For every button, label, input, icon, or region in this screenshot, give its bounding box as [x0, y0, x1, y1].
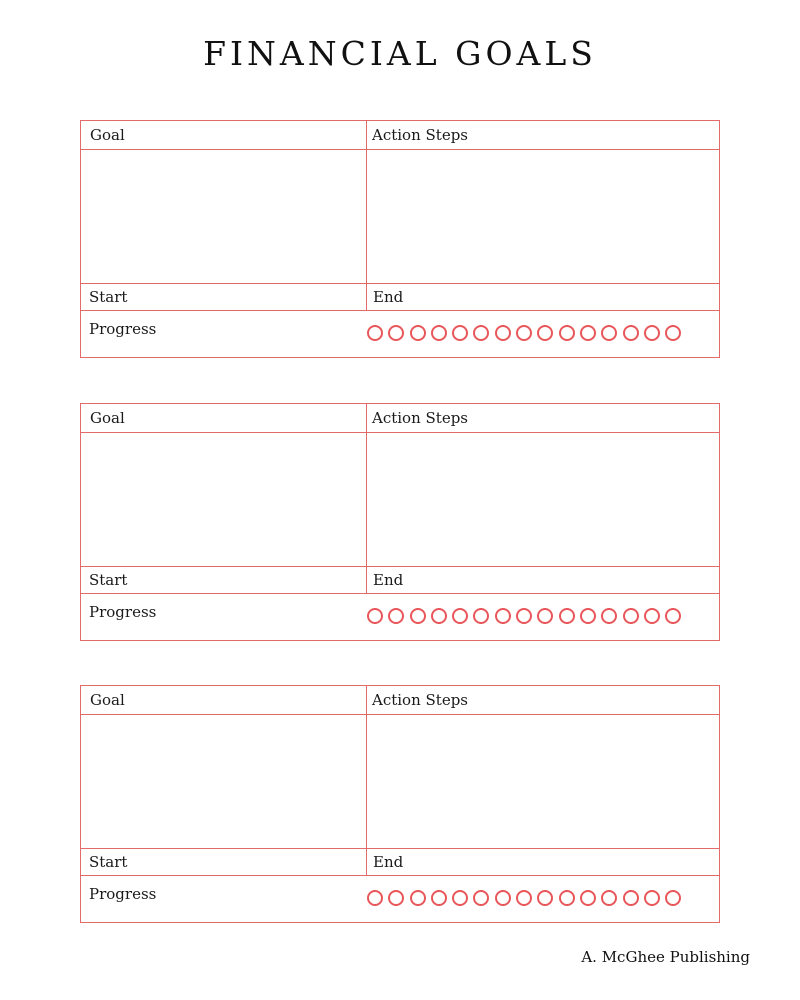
goal-block: [80, 403, 720, 641]
goal-body-row: [81, 715, 719, 849]
progress-label: Progress: [89, 885, 157, 903]
progress-circle[interactable]: [665, 325, 681, 341]
column-divider: [366, 121, 367, 310]
progress-circle[interactable]: [452, 608, 468, 624]
goal-label: Goal: [90, 691, 125, 709]
end-date-field[interactable]: [411, 567, 719, 593]
progress-circle[interactable]: [580, 325, 596, 341]
end-label: End: [373, 571, 404, 589]
progress-circle[interactable]: [644, 608, 660, 624]
progress-circle[interactable]: [410, 890, 426, 906]
goal-label: Goal: [90, 409, 125, 427]
progress-circle[interactable]: [537, 608, 553, 624]
progress-circle[interactable]: [537, 325, 553, 341]
goal-header-row: [81, 404, 719, 433]
progress-circle[interactable]: [665, 890, 681, 906]
progress-circle[interactable]: [601, 325, 617, 341]
progress-circle[interactable]: [367, 608, 383, 624]
progress-circle[interactable]: [516, 325, 532, 341]
goal-progress-row: [81, 311, 719, 357]
goal-progress-row: [81, 594, 719, 640]
goal-dates-row: [81, 284, 719, 311]
progress-circle[interactable]: [452, 890, 468, 906]
progress-circle[interactable]: [537, 890, 553, 906]
column-divider: [366, 404, 367, 593]
progress-circle[interactable]: [388, 325, 404, 341]
publisher-credit: A. McGhee Publishing: [581, 948, 750, 966]
progress-circle[interactable]: [473, 608, 489, 624]
start-label: Start: [89, 853, 128, 871]
goal-header-row: [81, 121, 719, 150]
progress-tracker: [367, 325, 681, 343]
progress-circle[interactable]: [623, 890, 639, 906]
progress-circle[interactable]: [665, 608, 681, 624]
progress-circle[interactable]: [601, 608, 617, 624]
progress-circle[interactable]: [431, 325, 447, 341]
start-date-field[interactable]: [141, 567, 365, 593]
progress-circle[interactable]: [644, 325, 660, 341]
end-date-field[interactable]: [411, 284, 719, 310]
progress-circle[interactable]: [367, 325, 383, 341]
action-steps-text-area[interactable]: [367, 150, 719, 283]
progress-circle[interactable]: [580, 608, 596, 624]
end-label: End: [373, 853, 404, 871]
goal-body-row: [81, 433, 719, 567]
start-date-field[interactable]: [141, 849, 365, 875]
progress-circle[interactable]: [473, 890, 489, 906]
progress-circle[interactable]: [601, 890, 617, 906]
goal-dates-row: [81, 567, 719, 594]
end-label: End: [373, 288, 404, 306]
goal-dates-row: [81, 849, 719, 876]
goal-block: [80, 120, 720, 358]
progress-circle[interactable]: [559, 890, 575, 906]
goal-text-area[interactable]: [81, 715, 366, 848]
goal-label: Goal: [90, 126, 125, 144]
goal-header-row: [81, 686, 719, 715]
progress-circle[interactable]: [623, 325, 639, 341]
progress-label: Progress: [89, 603, 157, 621]
progress-circle[interactable]: [516, 608, 532, 624]
progress-circle[interactable]: [559, 608, 575, 624]
goal-text-area[interactable]: [81, 433, 366, 566]
progress-circle[interactable]: [410, 325, 426, 341]
action-steps-label: Action Steps: [372, 691, 468, 709]
start-label: Start: [89, 571, 128, 589]
goal-progress-row: [81, 876, 719, 922]
progress-circle[interactable]: [473, 325, 489, 341]
progress-tracker: [367, 890, 681, 908]
progress-circle[interactable]: [431, 608, 447, 624]
column-divider: [366, 686, 367, 875]
start-label: Start: [89, 288, 128, 306]
action-steps-label: Action Steps: [372, 409, 468, 427]
progress-circle[interactable]: [495, 325, 511, 341]
action-steps-text-area[interactable]: [367, 715, 719, 848]
progress-circle[interactable]: [559, 325, 575, 341]
progress-circle[interactable]: [431, 890, 447, 906]
progress-circle[interactable]: [410, 608, 426, 624]
progress-circle[interactable]: [388, 608, 404, 624]
end-date-field[interactable]: [411, 849, 719, 875]
goal-body-row: [81, 150, 719, 284]
progress-circle[interactable]: [580, 890, 596, 906]
goal-block: [80, 685, 720, 923]
start-date-field[interactable]: [141, 284, 365, 310]
progress-circle[interactable]: [452, 325, 468, 341]
progress-circle[interactable]: [516, 890, 532, 906]
page-title: FINANCIAL GOALS: [203, 34, 597, 73]
progress-circle[interactable]: [495, 608, 511, 624]
progress-circle[interactable]: [644, 890, 660, 906]
progress-circle[interactable]: [495, 890, 511, 906]
progress-circle[interactable]: [388, 890, 404, 906]
action-steps-text-area[interactable]: [367, 433, 719, 566]
action-steps-label: Action Steps: [372, 126, 468, 144]
progress-circle[interactable]: [623, 608, 639, 624]
goal-text-area[interactable]: [81, 150, 366, 283]
progress-label: Progress: [89, 320, 157, 338]
progress-circle[interactable]: [367, 890, 383, 906]
progress-tracker: [367, 608, 681, 626]
